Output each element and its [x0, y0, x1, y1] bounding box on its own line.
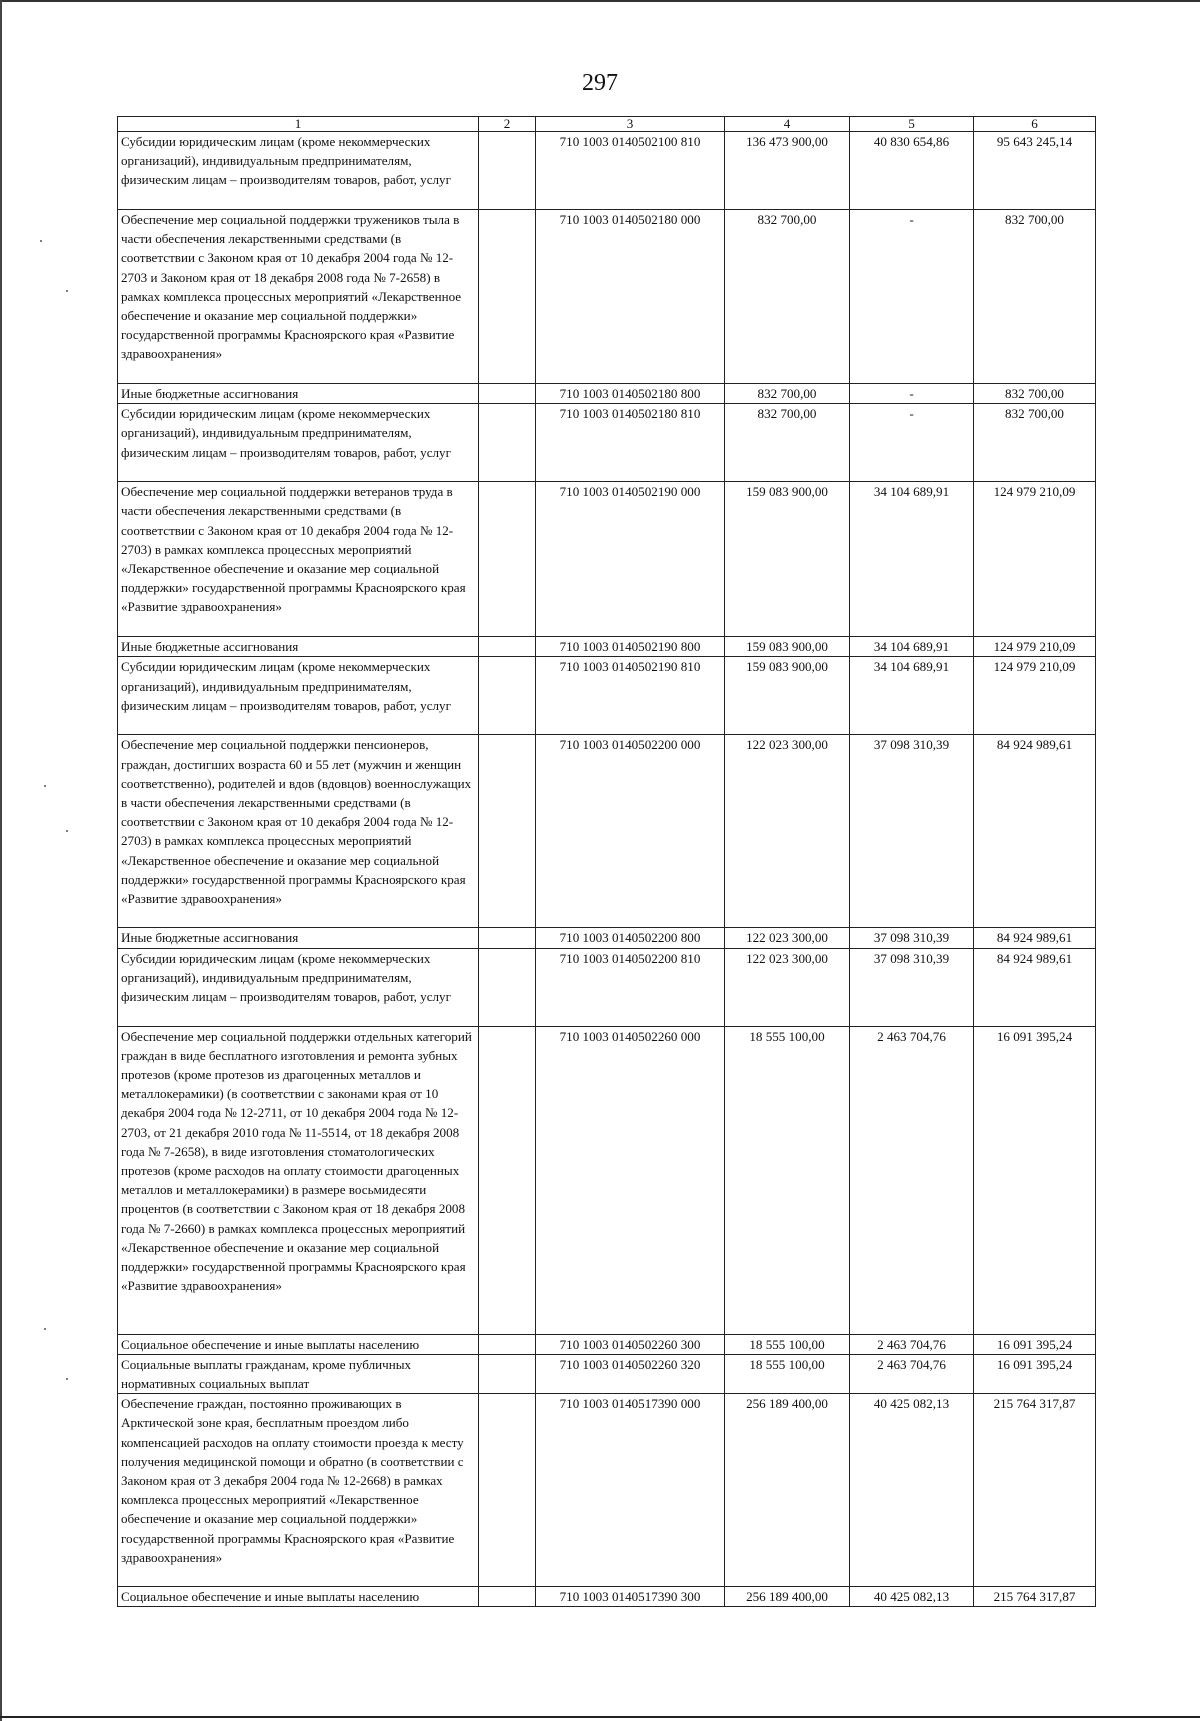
row-col2 — [479, 384, 536, 404]
row-code: 710 1003 0140502180 000 — [536, 210, 725, 384]
row-amount-5: 2 463 704,76 — [850, 1026, 974, 1334]
row-name: Обеспечение мер социальной поддержки пенсионеров, граждан, достигших возраста 60 и 55 лет (мужчин и женщин соответственно), родителей и вдов (вдовцов) военнослужащих в части обеспечения лекарственными средствами (в соответствии с Законом края от 10 декабря 2004 года № 12-2703) в рамках комплекса процессных мероприятий «Лекарственное обеспечение и оказание мер социальной поддержки» государственной программы Красноярского края «Развитие здравоохранения» — [118, 735, 479, 928]
row-col2 — [479, 928, 536, 948]
row-amount-6: 832 700,00 — [974, 210, 1096, 384]
table-row — [118, 132, 1096, 210]
column-header: 3 — [536, 117, 725, 132]
row-col2 — [479, 210, 536, 384]
row-name: Социальные выплаты гражданам, кроме публичных нормативных социальных выплат — [118, 1354, 479, 1393]
row-amount-5: 37 098 310,39 — [850, 948, 974, 1026]
table-row — [118, 1026, 1096, 1334]
row-col2 — [479, 1587, 536, 1607]
row-amount-5: 2 463 704,76 — [850, 1354, 974, 1393]
table-row — [118, 657, 1096, 735]
row-code: 710 1003 0140502190 810 — [536, 657, 725, 735]
budget-table — [117, 116, 1096, 1607]
row-col2 — [479, 735, 536, 928]
row-amount-5: 37 098 310,39 — [850, 928, 974, 948]
row-amount-6: 215 764 317,87 — [974, 1587, 1096, 1607]
table-row — [118, 210, 1096, 384]
row-amount-6: 124 979 210,09 — [974, 637, 1096, 657]
row-code: 710 1003 0140502180 800 — [536, 384, 725, 404]
column-header: 5 — [850, 117, 974, 132]
row-amount-5: - — [850, 384, 974, 404]
row-amount-4: 832 700,00 — [725, 210, 850, 384]
row-amount-5: 40 425 082,13 — [850, 1394, 974, 1587]
row-amount-6: 124 979 210,09 — [974, 482, 1096, 637]
row-amount-4: 832 700,00 — [725, 384, 850, 404]
row-name: Субсидии юридическим лицам (кроме некоммерческих организаций), индивидуальным предпринимателям, физическим лицам – производителям товаров, работ, услуг — [118, 657, 479, 735]
row-name: Обеспечение мер социальной поддержки ветеранов труда в части обеспечения лекарственными средствами (в соответствии с Законом края от 10 декабря 2004 года № 12-2703) в рамках комплекса процессных мероприятий «Лекарственное обеспечение и оказание мер социальной поддержки» государственной программы Красноярского края «Развитие здравоохранения» — [118, 482, 479, 637]
table-row — [118, 928, 1096, 948]
row-amount-5: 34 104 689,91 — [850, 637, 974, 657]
column-header: 1 — [118, 117, 479, 132]
row-code: 710 1003 0140517390 000 — [536, 1394, 725, 1587]
row-amount-5: 40 830 654,86 — [850, 132, 974, 210]
row-name: Иные бюджетные ассигнования — [118, 384, 479, 404]
row-name: Обеспечение граждан, постоянно проживающих в Арктической зоне края, бесплатным проездом либо компенсацией расходов на оплату стоимости проезда к месту получения медицинской помощи и обратно (в соответствии с Законом края от 3 декабря 2004 года № 12-2668) в рамках комплекса процессных мероприятий «Лекарственное обеспечение и оказание мер социальной поддержки» государственной программы Красноярского края «Развитие здравоохранения» — [118, 1394, 479, 1587]
row-col2 — [479, 1354, 536, 1393]
row-code: 710 1003 0140502190 000 — [536, 482, 725, 637]
row-amount-6: 832 700,00 — [974, 404, 1096, 482]
scan-speck — [40, 240, 42, 242]
row-col2 — [479, 948, 536, 1026]
row-amount-5: 34 104 689,91 — [850, 657, 974, 735]
row-amount-6: 84 924 989,61 — [974, 948, 1096, 1026]
row-code: 710 1003 0140502180 810 — [536, 404, 725, 482]
row-amount-6: 124 979 210,09 — [974, 657, 1096, 735]
row-amount-4: 18 555 100,00 — [725, 1354, 850, 1393]
column-header: 6 — [974, 117, 1096, 132]
row-amount-4: 159 083 900,00 — [725, 637, 850, 657]
table-row — [118, 1587, 1096, 1607]
row-name: Социальное обеспечение и иные выплаты населению — [118, 1587, 479, 1607]
table-row — [118, 1394, 1096, 1587]
row-name: Обеспечение мер социальной поддержки отдельных категорий граждан в виде бесплатного изготовления и ремонта зубных протезов (кроме протезов из драгоценных металлов и металлокерамики) (в соответствии с законами края от 10 декабря 2004 года № 12-2711, от 10 декабря 2004 года № 12-2703, от 21 декабря 2010 года № 11-5514, от 18 декабря 2008 года № 7-2658), в виде изготовления стоматологических протезов (кроме расходов на оплату стоимости драгоценных металлов и металлокерамики) в размере восьмидесяти процентов (в соответствии с Законом края от 18 декабря 2008 года № 7-2660) в рамках комплекса процессных мероприятий «Лекарственное обеспечение и оказание мер социальной поддержки» государственной программы Красноярского края «Развитие здравоохранения» — [118, 1026, 479, 1334]
row-code: 710 1003 0140517390 300 — [536, 1587, 725, 1607]
row-amount-4: 136 473 900,00 — [725, 132, 850, 210]
row-amount-6: 832 700,00 — [974, 384, 1096, 404]
table-row — [118, 1354, 1096, 1393]
row-amount-4: 122 023 300,00 — [725, 948, 850, 1026]
row-code: 710 1003 0140502200 800 — [536, 928, 725, 948]
row-amount-6: 16 091 395,24 — [974, 1026, 1096, 1334]
row-amount-6: 84 924 989,61 — [974, 735, 1096, 928]
page-number: 297 — [582, 70, 618, 96]
row-amount-4: 256 189 400,00 — [725, 1394, 850, 1587]
row-amount-5: - — [850, 210, 974, 384]
column-number-row — [118, 117, 1096, 132]
row-col2 — [479, 404, 536, 482]
row-col2 — [479, 657, 536, 735]
row-amount-6: 16 091 395,24 — [974, 1354, 1096, 1393]
row-amount-6: 215 764 317,87 — [974, 1394, 1096, 1587]
row-code: 710 1003 0140502260 320 — [536, 1354, 725, 1393]
row-col2 — [479, 482, 536, 637]
table-row — [118, 1334, 1096, 1354]
row-amount-6: 16 091 395,24 — [974, 1334, 1096, 1354]
row-col2 — [479, 1334, 536, 1354]
column-header: 4 — [725, 117, 850, 132]
row-amount-4: 159 083 900,00 — [725, 482, 850, 637]
row-code: 710 1003 0140502200 810 — [536, 948, 725, 1026]
row-code: 710 1003 0140502100 810 — [536, 132, 725, 210]
row-name: Субсидии юридическим лицам (кроме некоммерческих организаций), индивидуальным предпринимателям, физическим лицам – производителям товаров, работ, услуг — [118, 948, 479, 1026]
row-col2 — [479, 132, 536, 210]
row-name: Социальное обеспечение и иные выплаты населению — [118, 1334, 479, 1354]
row-amount-5: 2 463 704,76 — [850, 1334, 974, 1354]
table-row — [118, 482, 1096, 637]
row-amount-5: 40 425 082,13 — [850, 1587, 974, 1607]
column-header: 2 — [479, 117, 536, 132]
table-row — [118, 735, 1096, 928]
scan-speck — [66, 830, 68, 832]
row-amount-4: 122 023 300,00 — [725, 928, 850, 948]
row-amount-4: 18 555 100,00 — [725, 1334, 850, 1354]
row-name: Субсидии юридическим лицам (кроме некоммерческих организаций), индивидуальным предпринимателям, физическим лицам – производителям товаров, работ, услуг — [118, 132, 479, 210]
row-code: 710 1003 0140502260 300 — [536, 1334, 725, 1354]
table-row — [118, 384, 1096, 404]
row-name: Иные бюджетные ассигнования — [118, 637, 479, 657]
scan-bottom-edge — [0, 1716, 1200, 1718]
row-col2 — [479, 1026, 536, 1334]
row-amount-4: 18 555 100,00 — [725, 1026, 850, 1334]
row-amount-4: 159 083 900,00 — [725, 657, 850, 735]
table-row — [118, 948, 1096, 1026]
scan-top-edge — [0, 0, 1200, 2]
row-amount-4: 122 023 300,00 — [725, 735, 850, 928]
row-code: 710 1003 0140502200 000 — [536, 735, 725, 928]
scan-speck — [66, 1378, 68, 1380]
row-amount-6: 95 643 245,14 — [974, 132, 1096, 210]
table-row — [118, 404, 1096, 482]
row-code: 710 1003 0140502190 800 — [536, 637, 725, 657]
row-amount-5: - — [850, 404, 974, 482]
row-name: Обеспечение мер социальной поддержки тружеников тыла в части обеспечения лекарственными средствами (в соответствии с Законом края от 10 декабря 2004 года № 12-2703 и Законом края от 18 декабря 2008 года № 7-2658) в рамках комплекса процессных мероприятий «Лекарственное обеспечение и оказание мер социальной поддержки» государственной программы Красноярского края «Развитие здравоохранения» — [118, 210, 479, 384]
row-amount-5: 34 104 689,91 — [850, 482, 974, 637]
row-amount-5: 37 098 310,39 — [850, 735, 974, 928]
scan-speck — [66, 290, 68, 292]
row-name: Иные бюджетные ассигнования — [118, 928, 479, 948]
row-amount-4: 256 189 400,00 — [725, 1587, 850, 1607]
row-amount-4: 832 700,00 — [725, 404, 850, 482]
row-code: 710 1003 0140502260 000 — [536, 1026, 725, 1334]
row-col2 — [479, 1394, 536, 1587]
scan-speck — [44, 1328, 46, 1330]
row-name: Субсидии юридическим лицам (кроме некоммерческих организаций), индивидуальным предпринимателям, физическим лицам – производителям товаров, работ, услуг — [118, 404, 479, 482]
row-col2 — [479, 637, 536, 657]
scan-speck — [44, 785, 46, 787]
row-amount-6: 84 924 989,61 — [974, 928, 1096, 948]
table-row — [118, 637, 1096, 657]
scan-left-edge — [0, 0, 2, 1721]
